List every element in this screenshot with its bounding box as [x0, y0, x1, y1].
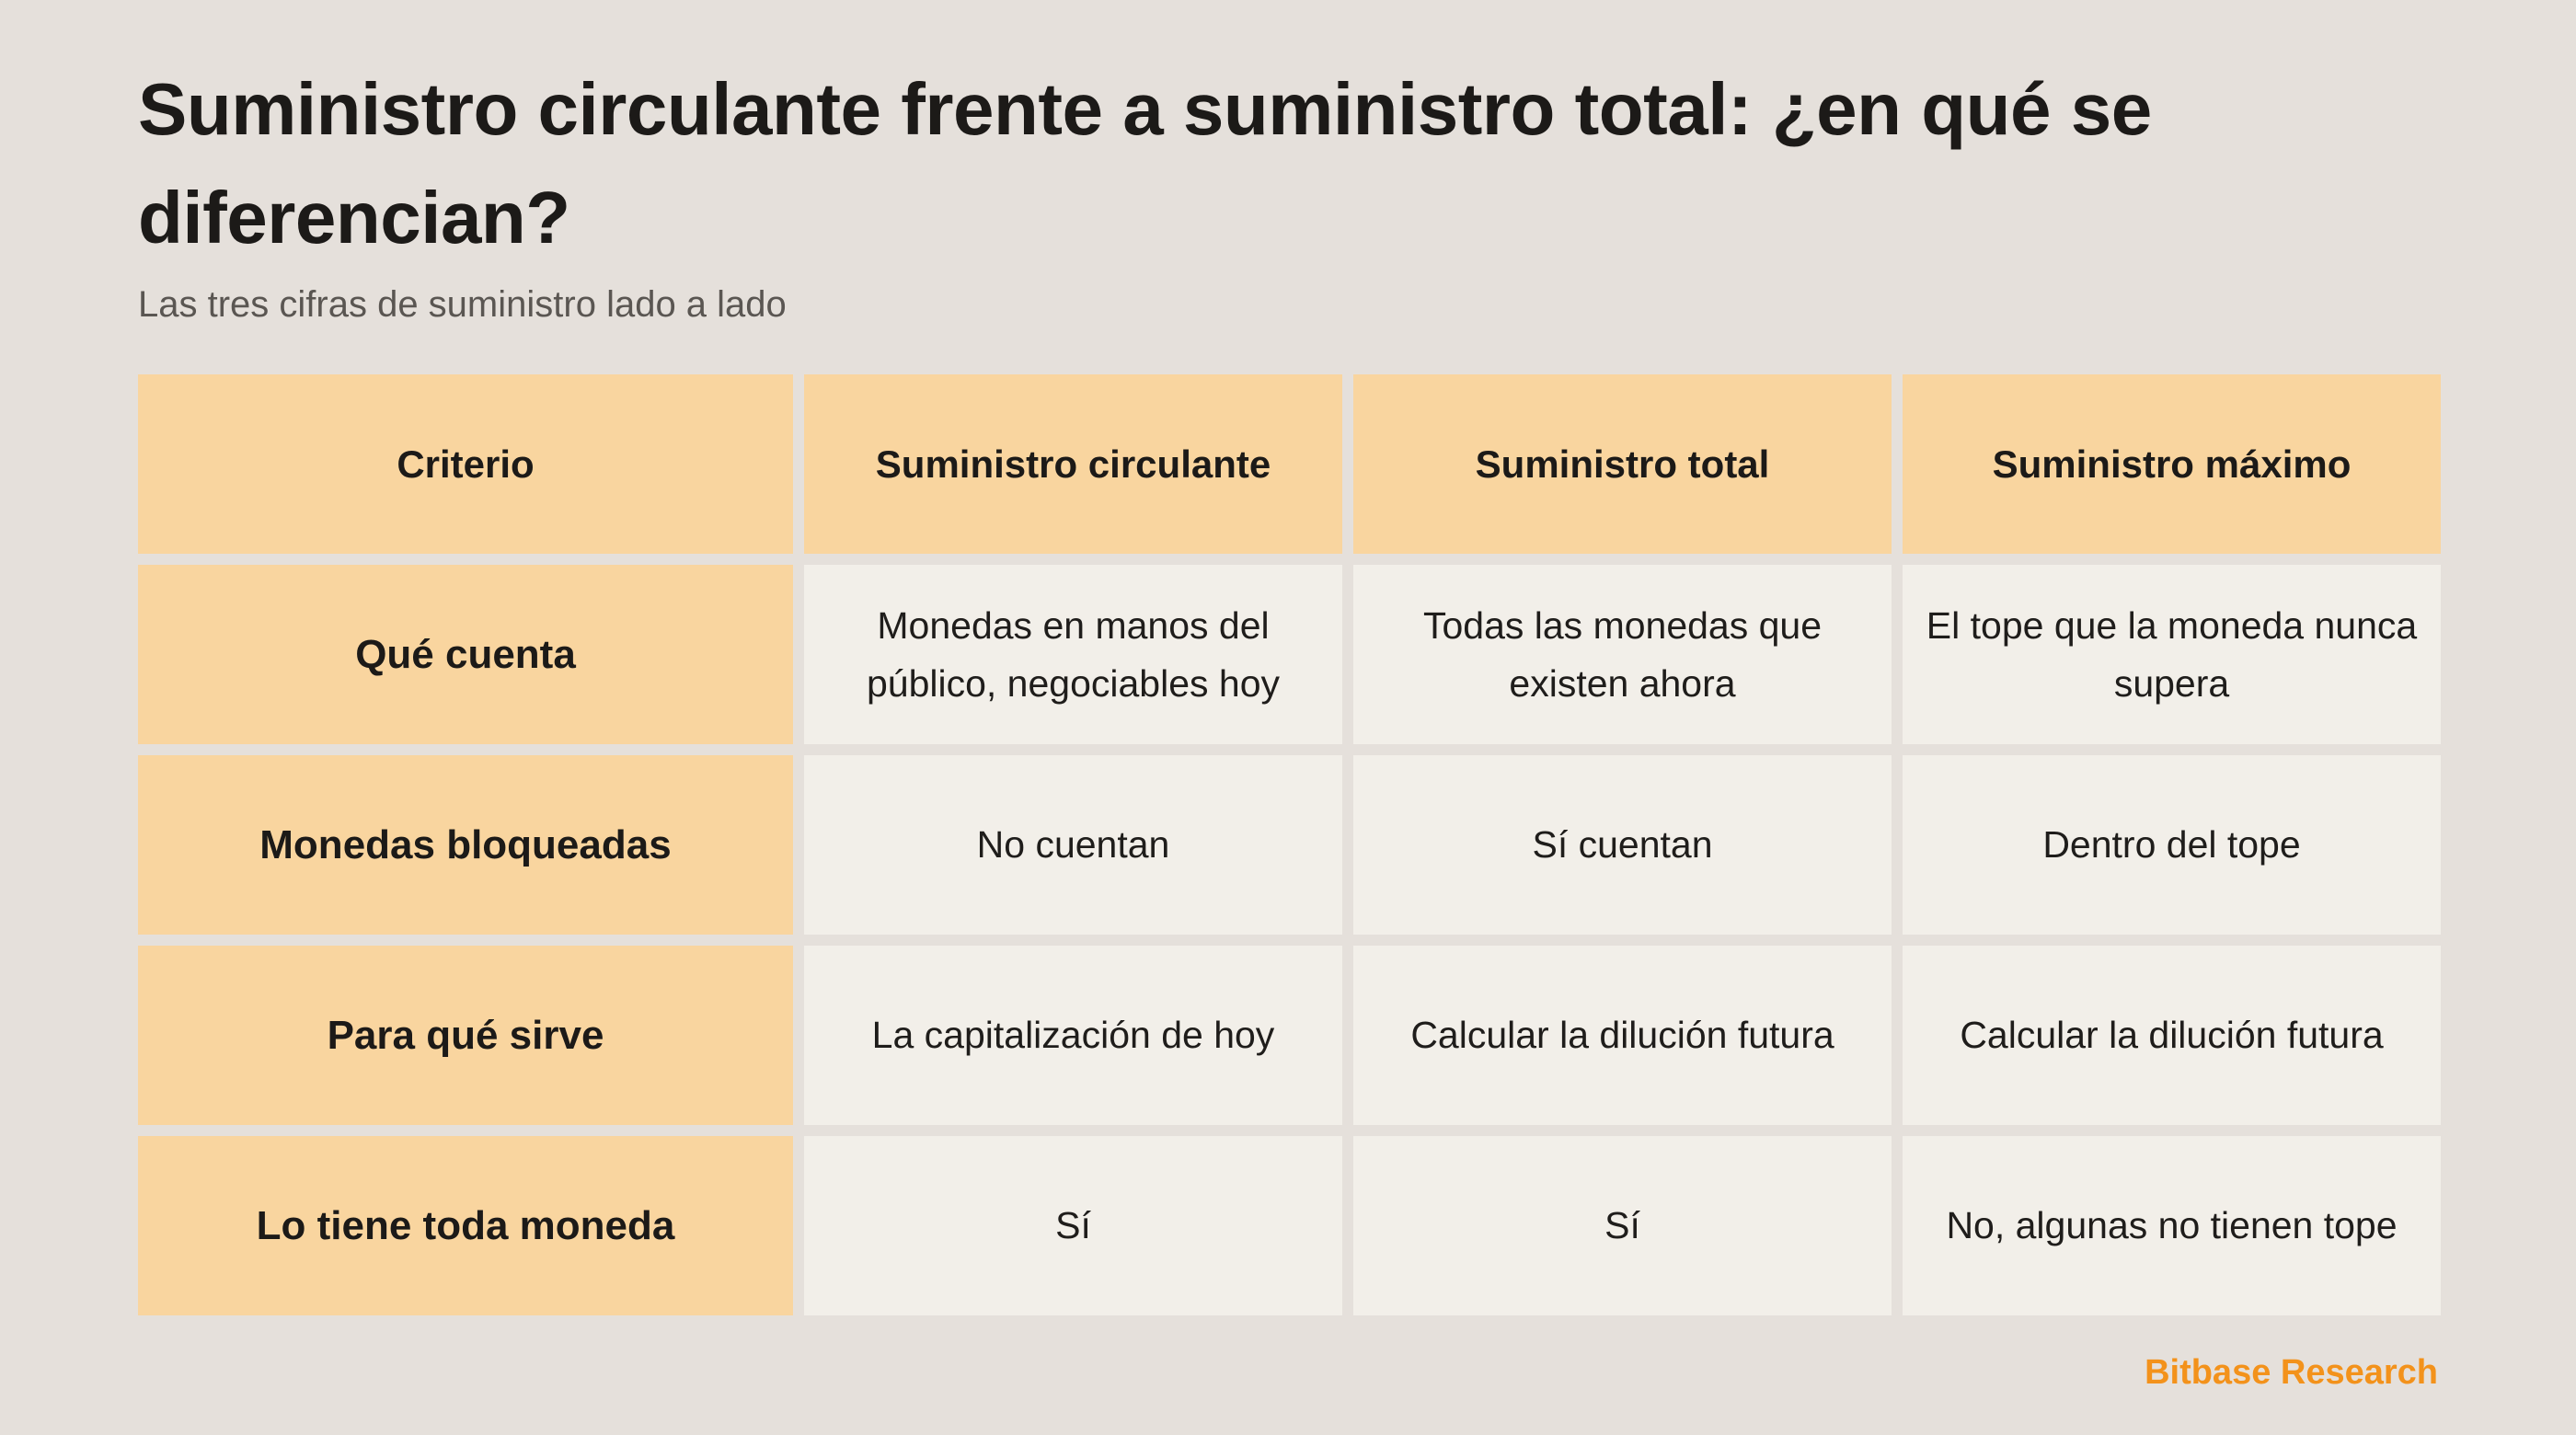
table-cell: Sí cuentan — [1353, 755, 1892, 935]
table-cell: La capitalización de hoy — [804, 946, 1342, 1125]
row-label-lo-tiene-toda-moneda: Lo tiene toda moneda — [138, 1136, 793, 1315]
brand-credit: Bitbase Research — [2145, 1353, 2438, 1392]
infographic — [138, 55, 2438, 1248]
table-cell: No cuentan — [804, 755, 1342, 935]
table-cell: Sí — [1353, 1136, 1892, 1315]
table-cell: Calcular la dilución futura — [1353, 946, 1892, 1125]
header-max-supply: Suministro máximo — [1903, 374, 2441, 554]
comparison-table — [138, 374, 2441, 1315]
table-cell: El tope que la moneda nunca supera — [1903, 565, 2441, 744]
table-cell: Calcular la dilución futura — [1903, 946, 2441, 1125]
table-cell: Monedas en manos del público, negociables hoy — [804, 565, 1342, 744]
header-criterio: Criterio — [138, 374, 793, 554]
page-title: Suministro circulante frente a suministro total: ¿en qué se diferencian? — [138, 68, 2152, 258]
table-cell: Dentro del tope — [1903, 755, 2441, 935]
page-subtitle: Las tres cifras de suministro lado a lado — [138, 284, 787, 325]
header-circulating-supply: Suministro circulante — [804, 374, 1342, 554]
table-cell: Todas las monedas que existen ahora — [1353, 565, 1892, 744]
row-label-para-que-sirve: Para qué sirve — [138, 946, 793, 1125]
row-label-monedas-bloqueadas: Monedas bloqueadas — [138, 755, 793, 935]
table-cell: Sí — [804, 1136, 1342, 1315]
row-label-que-cuenta: Qué cuenta — [138, 565, 793, 744]
header-total-supply: Suministro total — [1353, 374, 1892, 554]
table-cell: No, algunas no tienen tope — [1903, 1136, 2441, 1315]
